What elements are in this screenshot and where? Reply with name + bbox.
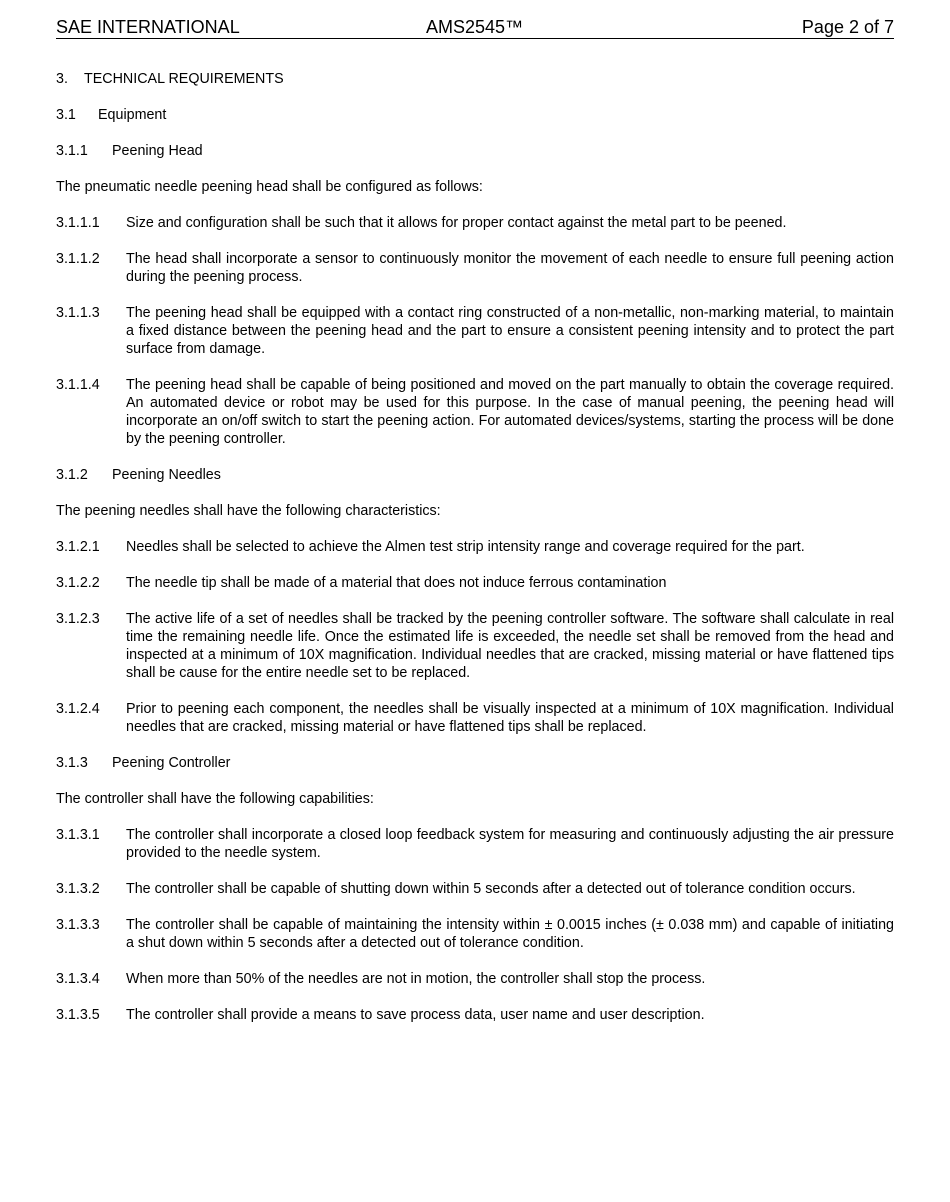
- requirement-number: 3.1.2.1: [56, 539, 100, 555]
- document-body: [56, 70, 894, 1042]
- requirement-item: [56, 538, 894, 556]
- requirement-text: The peening head shall be equipped with a contact ring constructed of a non-metallic, non-marking material, to maintain a fixed distance between the peening head and the part to ensure a consistent peening intensity and to protect the part surface from damage.: [126, 305, 894, 357]
- requirement-text: The controller shall be capable of shutting down within 5 seconds after a detected out of tolerance condition occurs.: [126, 881, 856, 897]
- requirement-item: [56, 214, 894, 232]
- section-title: Equipment: [98, 107, 167, 123]
- section-intro: The peening needles shall have the following characteristics:: [56, 503, 441, 519]
- section-title: TECHNICAL REQUIREMENTS: [84, 71, 284, 87]
- header-organization: SAE INTERNATIONAL: [56, 17, 240, 37]
- requirement-text: The controller shall provide a means to save process data, user name and user description.: [126, 1007, 705, 1023]
- requirement-number: 3.1.2.4: [56, 701, 100, 717]
- section-heading-3-1-1: [56, 142, 894, 160]
- section-intro: The pneumatic needle peening head shall be configured as follows:: [56, 179, 483, 195]
- requirement-item: [56, 376, 894, 448]
- section-title: Peening Controller: [112, 755, 231, 771]
- requirement-item: [56, 250, 894, 286]
- requirement-text: The controller shall incorporate a closed loop feedback system for measuring and continuously adjusting the air pressure provided to the needle system.: [126, 827, 894, 861]
- requirement-text: The needle tip shall be made of a material that does not induce ferrous contamination: [126, 575, 667, 591]
- requirement-text: The head shall incorporate a sensor to continuously monitor the movement of each needle to ensure full peening action during the peening process.: [126, 251, 894, 285]
- section-number: 3.1.2: [56, 467, 88, 483]
- section-number: 3.1: [56, 107, 76, 123]
- requirement-number: 3.1.1.1: [56, 215, 100, 231]
- section-title: Peening Head: [112, 143, 203, 159]
- requirement-number: 3.1.1.4: [56, 377, 100, 393]
- requirement-number: 3.1.1.2: [56, 251, 100, 267]
- page-header: [56, 16, 894, 39]
- requirement-item: [56, 970, 894, 988]
- requirement-text: The peening head shall be capable of being positioned and moved on the part manually to obtain the coverage required. An automated device or robot may be used for this purpose. In the case of manual peening, the peening head will incorporate an on/off switch to start the peening action. For automated devices/systems, starting the process will be done by the peening controller.: [126, 377, 894, 447]
- section-title: Peening Needles: [112, 467, 221, 483]
- requirement-text: Needles shall be selected to achieve the Almen test strip intensity range and coverage required for the part.: [126, 539, 805, 555]
- header-page-number: Page 2 of 7: [801, 17, 894, 37]
- requirement-number: 3.1.3.4: [56, 971, 100, 987]
- requirement-item: [56, 304, 894, 358]
- requirement-item: [56, 574, 894, 592]
- requirement-number: 3.1.3.2: [56, 881, 100, 897]
- requirement-item: [56, 610, 894, 682]
- section-heading-3-1: [56, 106, 894, 124]
- section-number: 3.1.1: [56, 143, 88, 159]
- requirement-text: Size and configuration shall be such that it allows for proper contact against the metal part to be peened.: [126, 215, 787, 231]
- requirement-number: 3.1.1.3: [56, 305, 100, 321]
- requirement-item: [56, 880, 894, 898]
- section-heading-3-1-3: [56, 754, 894, 772]
- section-intro: The controller shall have the following capabilities:: [56, 791, 374, 807]
- requirement-number: 3.1.2.2: [56, 575, 100, 591]
- requirement-text: The controller shall be capable of maintaining the intensity within ± 0.0015 inches (± 0.038 mm) and capable of initiating a shut down within 5 seconds after a detected out of tolerance condition.: [126, 917, 894, 951]
- requirement-text: Prior to peening each component, the needles shall be visually inspected at a minimum of 10X magnification. Individual needles that are cracked, missing material or have flattened tips shall be replaced.: [126, 701, 894, 735]
- requirement-text: The active life of a set of needles shall be tracked by the peening controller software. The software shall calculate in real time the remaining needle life. Once the estimated life is exceeded, the needle set shall be removed from the head and inspected at a minimum of 10X magnification. Individual needles that are cracked, missing material or have flattened tips shall be cause for the entire needle set to be replaced.: [126, 611, 894, 681]
- requirement-item: [56, 826, 894, 862]
- requirement-number: 3.1.3.5: [56, 1007, 100, 1023]
- requirement-text: When more than 50% of the needles are not in motion, the controller shall stop the process.: [126, 971, 706, 987]
- requirement-item: [56, 916, 894, 952]
- section-heading-3-1-2: [56, 466, 894, 484]
- section-number: 3.: [56, 71, 68, 87]
- header-document-number: AMS2545™: [426, 17, 524, 37]
- requirement-number: 3.1.3.3: [56, 917, 100, 933]
- section-number: 3.1.3: [56, 755, 88, 771]
- requirement-item: [56, 700, 894, 736]
- section-heading-3: [56, 70, 894, 88]
- requirement-item: [56, 1006, 894, 1024]
- requirement-number: 3.1.3.1: [56, 827, 100, 843]
- requirement-number: 3.1.2.3: [56, 611, 100, 627]
